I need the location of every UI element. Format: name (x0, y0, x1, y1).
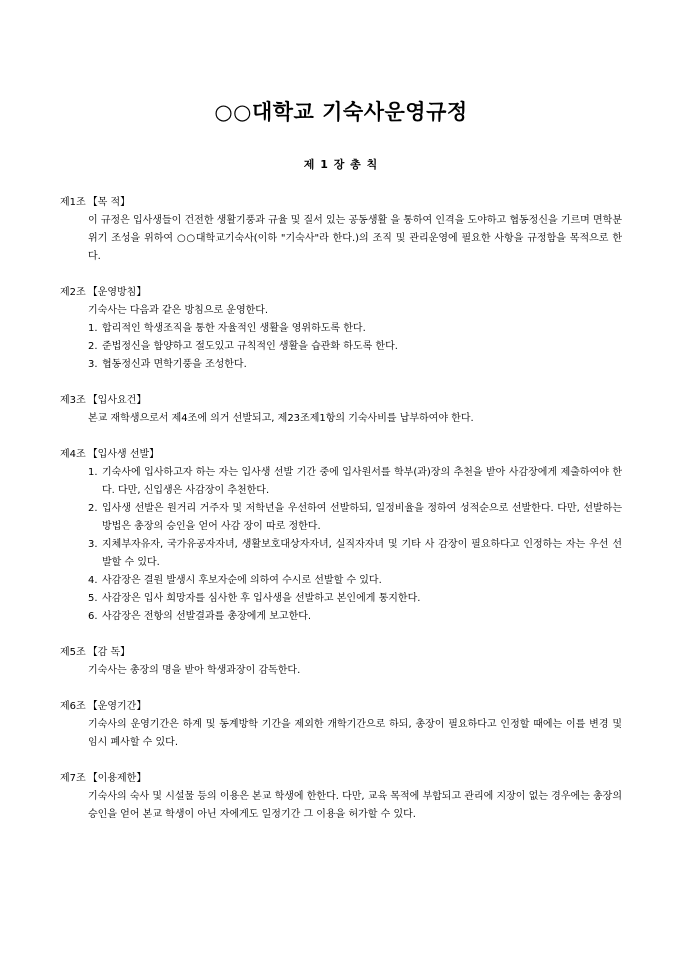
item-number: 3. (88, 539, 98, 550)
item-number: 4. (88, 575, 98, 586)
article-label: 제2조 (60, 287, 86, 298)
item-text: 합리적인 학생조직을 통한 자율적인 생활을 영위하도록 한다. (102, 323, 366, 334)
article-label: 제3조 (60, 395, 86, 406)
article-heading (60, 698, 622, 716)
article-title: 【운영방침】 (87, 287, 147, 298)
article-title: 【감 독】 (87, 647, 131, 658)
article-6 (60, 698, 622, 752)
article-intro: 기숙사는 다음과 같은 방침으로 운영한다. (88, 305, 269, 316)
article-title: 【목 적】 (87, 197, 131, 208)
item-text: 사감장은 입사 희망자를 심사한 후 입사생을 선발하고 본인에게 통지한다. (102, 593, 421, 604)
article-title: 【입사요건】 (87, 395, 147, 406)
article-7 (60, 770, 622, 824)
item-number: 6. (88, 611, 98, 622)
item-text: 입사생 선발은 원거리 거주자 및 저학년을 우선하여 선발하되, 일정비율을 정하여 성적순으로 선발한다. 다만, 선발하는 방법은 총장의 승인을 얻어 사감 장이 따로 정한다. (102, 503, 622, 532)
article-title: 【운영기간】 (87, 701, 147, 712)
item-text: 협동정신과 면학기풍을 조성한다. (102, 359, 247, 370)
list-item (88, 590, 622, 608)
article-label: 제1조 (60, 197, 86, 208)
item-text: 준법정신을 함양하고 절도있고 규칙적인 생활을 습관화 하도록 한다. (102, 341, 398, 352)
item-text: 사감장은 전항의 선발결과를 총장에게 보고한다. (102, 611, 312, 622)
chapter-heading: 제 1 장 총 칙 (303, 158, 379, 171)
article-heading (60, 644, 622, 662)
article-heading (60, 770, 622, 788)
item-text: 지체부자유자, 국가유공자자녀, 생활보호대상자자녀, 실직자자녀 및 기타 사 감장이 필요하다고 인정하는 자는 우선 선발할 수 있다. (102, 539, 622, 568)
article-text: 이 규정은 입사생들이 건전한 생활기풍과 규율 및 질서 있는 공동생활 을 통하여 인격을 도야하고 협동정신을 기르며 면학분위기 조성을 위하여 ○○대학교기숙사(이하 "기숙사"라 한다.)의 조직 및 관리운영에 필요한 사항을 규정함을 목적으로 한다. (88, 215, 622, 262)
article-heading (60, 392, 622, 410)
article-text: 기숙사는 총장의 명을 받아 학생과장이 감독한다. (88, 665, 301, 676)
article-heading (60, 284, 622, 302)
list-item (88, 500, 622, 536)
article-item-list (60, 464, 622, 626)
article-item-list (60, 320, 622, 374)
article-title: 【이용제한】 (87, 773, 147, 784)
list-item (88, 320, 622, 338)
article-2 (60, 284, 622, 374)
article-1 (60, 194, 622, 266)
list-item (88, 356, 622, 374)
item-number: 2. (88, 341, 98, 352)
article-5 (60, 644, 622, 680)
list-item (88, 338, 622, 356)
article-title: 【입사생 선발】 (87, 449, 160, 460)
article-heading (60, 194, 622, 212)
article-text: 기숙사의 숙사 및 시설물 등의 이용은 본교 학생에 한한다. 다만, 교육 목적에 부합되고 관리에 지장이 없는 경우에는 총장의 승인을 얻어 본교 학생이 아닌 자에게도 일정기간 그 이용을 허가할 수 있다. (88, 791, 622, 820)
list-item (88, 464, 622, 500)
list-item (88, 572, 622, 590)
article-4 (60, 446, 622, 626)
item-text: 기숙사에 입사하고자 하는 자는 입사생 선발 기간 중에 입사원서를 학부(과)장의 추천을 받아 사감장에게 제출하여야 한다. 다만, 신입생은 사감장이 추천한다. (102, 467, 622, 496)
item-text: 사감장은 결원 발생시 후보자순에 의하여 수시로 선발할 수 있다. (102, 575, 382, 586)
article-label: 제4조 (60, 449, 86, 460)
article-3 (60, 392, 622, 428)
list-item (88, 536, 622, 572)
article-label: 제5조 (60, 647, 86, 658)
item-number: 1. (88, 467, 98, 478)
item-number: 3. (88, 359, 98, 370)
article-heading (60, 446, 622, 464)
item-number: 5. (88, 593, 98, 604)
article-text: 본교 재학생으로서 제4조에 의거 선발되고, 제23조제1항의 기숙사비를 납부하여야 한다. (88, 413, 474, 424)
item-number: 2. (88, 503, 98, 514)
article-label: 제6조 (60, 701, 86, 712)
item-number: 1. (88, 323, 98, 334)
list-item (88, 608, 622, 626)
article-label: 제7조 (60, 773, 86, 784)
document-title: ○○대학교 기숙사운영규정 (214, 100, 468, 124)
article-text: 기숙사의 운영기간은 하계 및 동계방학 기간을 제외한 개학기간으로 하되, 총장이 필요하다고 인정할 때에는 이를 변경 및 임시 폐사할 수 있다. (88, 719, 622, 748)
